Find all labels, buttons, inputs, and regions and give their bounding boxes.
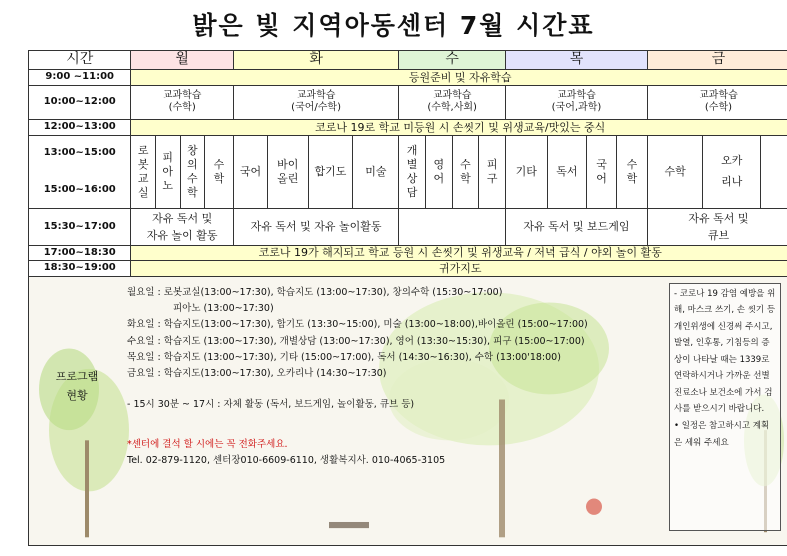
- header-mon: 월: [131, 51, 233, 70]
- class-cell: 수 학: [205, 135, 234, 209]
- schedule-line: 금요일 : 학습지도(13:00~17:30), 오카리나 (14:30~17:30): [127, 368, 387, 380]
- activity-cell: 귀가지도: [131, 261, 787, 276]
- activity-cell: 자유 독서 및 큐브: [647, 209, 787, 246]
- class-cell: 로 봇 교 실: [131, 135, 156, 209]
- activity-cell: 자유 독서 및 자유 놀이활동: [233, 209, 398, 246]
- class-subject: (국어/수학): [291, 102, 341, 114]
- time-cell: 17:00~18:30: [29, 246, 131, 261]
- class-cell: 피 구: [479, 135, 506, 209]
- schedule-line: 목요일 : 학습지도 (13:00~17:30), 기타 (15:00~17:00), 독서 (14:30~16:30), 수학 (13:00'18:00): [127, 351, 561, 363]
- time-cell: 9:00 ~11:00: [29, 70, 131, 85]
- schedule-line: 월요일 : 로봇교실(13:00~17:30), 학습지도 (13:00~17:30), 창의수학 (15:30~17:00): [127, 286, 503, 298]
- class-cell: [399, 85, 506, 120]
- activity-cell: 코로나 19가 해지되고 학교 등원 시 손씻기 및 위생교육 / 저녁 급식 / 야외 놀이 활동: [131, 246, 787, 261]
- class-cell: 독서: [547, 135, 586, 209]
- time-cell: 15:00~16:00: [29, 172, 131, 209]
- header-fri: 금: [647, 51, 787, 70]
- program-label: [37, 367, 117, 407]
- empty-cell: [761, 135, 787, 209]
- class-cell: 피 아 노: [155, 135, 180, 209]
- schedule-line: 수요일 : 학습지도 (13:00~17:30), 개별상담 (13:00~17:30), 영어 (13:30~15:30), 피구 (15:00~17:00): [127, 335, 585, 347]
- class-cell: 영 어: [425, 135, 452, 209]
- time-cell: 18:30~19:00: [29, 261, 131, 276]
- activity-cell: 자유 독서 및 보드게임: [506, 209, 648, 246]
- class-cell: 창 의 수 학: [180, 135, 205, 209]
- schedule-line: 화요일 : 학습지도(13:00~17:30), 합기도 (13:30~15:00), 미술 (13:00~18:00),바이올린 (15:00~17:00): [127, 319, 588, 331]
- class-cell: 바이 올린: [268, 135, 309, 209]
- class-cell: [506, 85, 648, 120]
- class-cell: [647, 85, 787, 120]
- activity-cell: 코로나 19로 학교 미등원 시 손씻기 및 위생교육/맛있는 중식: [131, 120, 787, 135]
- time-cell: 10:00~12:00: [29, 85, 131, 120]
- class-title: 교과학습: [699, 89, 738, 101]
- activity-cell: 자유 독서 및 자유 놀이 활동: [131, 209, 233, 246]
- class-cell: 합기도: [308, 135, 353, 209]
- class-title: 교과학습: [296, 89, 336, 101]
- class-title: 교과학습: [432, 89, 472, 101]
- timetable: [28, 50, 787, 546]
- class-title: 교과학습: [557, 89, 596, 101]
- class-cell: [131, 85, 233, 120]
- class-title: 교과학습: [162, 89, 202, 101]
- program-section: [29, 276, 787, 545]
- class-subject: (국어,과학): [551, 102, 602, 114]
- class-cell: 기타: [506, 135, 548, 209]
- time-cell: 15:30~17:00: [29, 209, 131, 246]
- schedule-line: 피아노 (13:00~17:30): [173, 302, 274, 314]
- class-subject: (수학): [168, 102, 196, 114]
- page-title: 밝은 빛 지역아동센터 7월 시간표: [192, 11, 595, 40]
- empty-cell: [399, 209, 506, 246]
- time-cell: 12:00~13:00: [29, 120, 131, 135]
- class-cell: 오카 리나: [703, 135, 761, 209]
- class-cell: [233, 85, 398, 120]
- header-thu: 목: [506, 51, 648, 70]
- class-cell: 수 학: [616, 135, 647, 209]
- notice-box: - 코로나 19 감염 예방을 위해, 마스크 쓰기, 손 씻기 등 개인위생에 신경써 주시고, 발열, 인후통, 기침등의 증상이 나타날 때는 1339로 연락하시거나 가까운 선별진료소나 보건소에 가서 검사를 받으시기 바랍니다. • 일정은 참고하시고 계획은 세워 주세요: [669, 283, 781, 531]
- class-subject: (수학,사회): [427, 102, 477, 114]
- contact-line: Tel. 02-879-1120, 센터장010-6609-6110, 생활복지사. 010-4065-3105: [127, 455, 446, 467]
- program-label-line: 프로그램: [55, 369, 99, 383]
- free-time-line: - 15시 30분 ~ 17시 : 자체 활동 (독서, 보드게임, 놀이활동, 큐브 등): [127, 398, 415, 410]
- class-cell: 미술: [353, 135, 399, 209]
- class-cell: 개 별 상 담: [399, 135, 426, 209]
- program-schedule: [127, 285, 667, 470]
- class-cell: 수 학: [452, 135, 479, 209]
- activity-cell: 등원준비 및 자유학습: [131, 70, 787, 85]
- class-cell: 수학: [647, 135, 702, 209]
- absence-note: *센터에 결석 할 시에는 꼭 전화주세요.: [127, 438, 288, 450]
- header-time: 시간: [29, 51, 131, 70]
- class-cell: 국어: [233, 135, 267, 209]
- program-label-line: 현황: [66, 389, 88, 403]
- header-wed: 수: [399, 51, 506, 70]
- class-subject: (수학): [704, 102, 733, 114]
- class-cell: 국 어: [587, 135, 617, 209]
- time-cell: 13:00~15:00: [29, 135, 131, 172]
- header-tue: 화: [233, 51, 398, 70]
